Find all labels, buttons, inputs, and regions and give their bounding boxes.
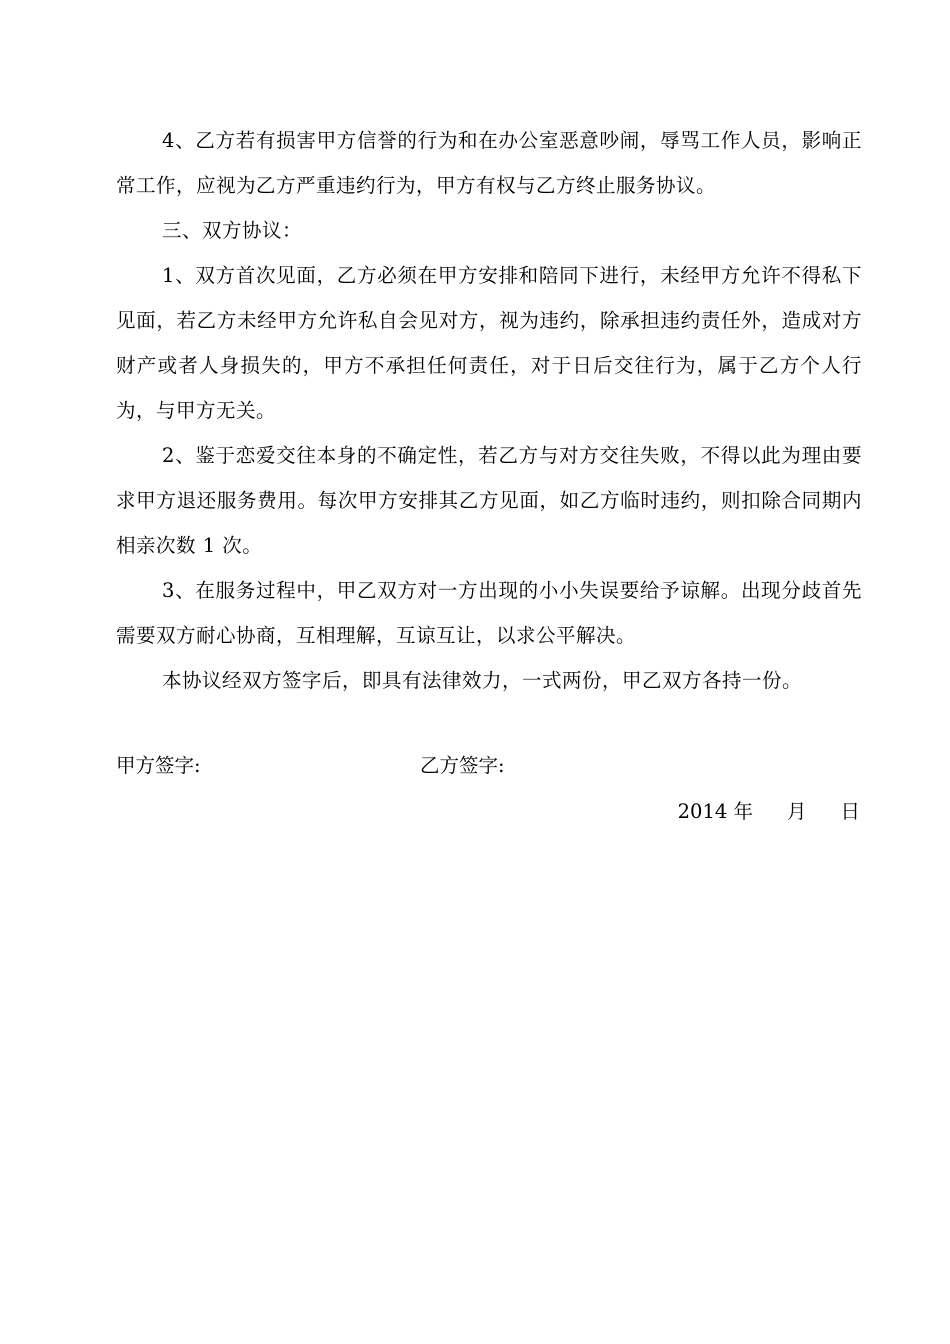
effectivity-paragraph: 本协议经双方签字后，即具有法律效力，一式两份，甲乙双方各持一份。 bbox=[162, 669, 803, 692]
date-year: 2014 年 bbox=[677, 800, 753, 823]
clause-4-paragraph: 4、乙方若有损害甲方信誉的行为和在办公室恶意吵闹，辱骂工作人员，影响正常工作，应视为乙方严重违约行为，甲方有权与乙方终止服务协议。 bbox=[116, 129, 862, 197]
date-month: 月 bbox=[786, 800, 807, 823]
agreement-clause-1-paragraph: 1、双方首次见面，乙方必须在甲方安排和陪同下进行，未经甲方允许不得私下见面，若乙方未经甲方允许私自会见对方，视为违约，除承担违约责任外，造成对方财产或者人身损失的，甲方不承担任何责任，对于日后交往行为，属于乙方个人行为，与甲方无关。 bbox=[116, 264, 862, 422]
document-body bbox=[116, 118, 862, 703]
signature-date bbox=[678, 796, 860, 824]
signature-row bbox=[116, 750, 862, 782]
agreement-clause-2-paragraph: 2、鉴于恋爱交往本身的不确定性，若乙方与对方交往失败，不得以此为理由要求甲方退还服务费用。每次甲方安排其乙方见面，如乙方临时违约，则扣除合同期内相亲次数 1 次。 bbox=[116, 444, 862, 557]
date-day: 日 bbox=[840, 800, 860, 823]
party-a-signature-label: 甲方签字: bbox=[116, 754, 201, 777]
agreement-clause-3-paragraph: 3、在服务过程中，甲乙双方对一方出现的小小失误要给予谅解。出现分歧首先需要双方耐心协商，互相理解，互谅互让，以求公平解决。 bbox=[116, 579, 862, 647]
party-b-signature-label: 乙方签字: bbox=[420, 754, 505, 777]
section-three-heading: 三、双方协议： bbox=[162, 219, 303, 242]
